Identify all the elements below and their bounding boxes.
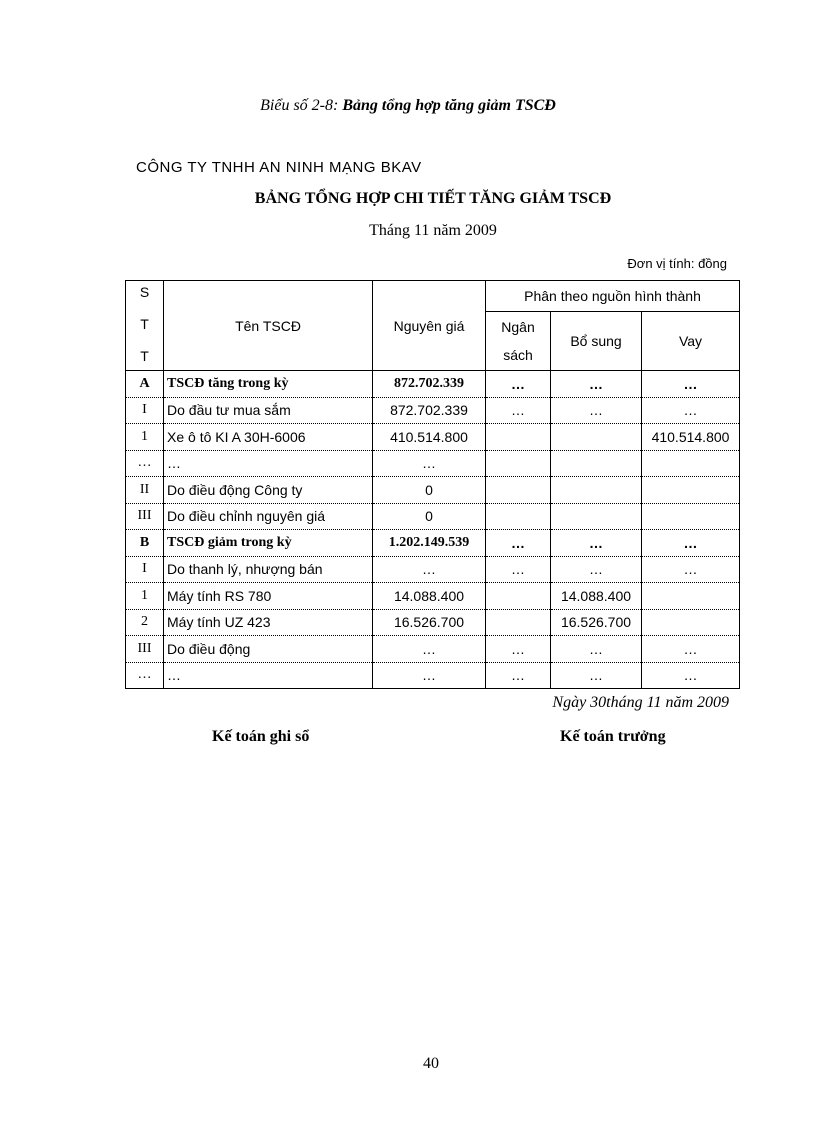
cell-supplement (551, 424, 642, 451)
cell-loan: 410.514.800 (642, 424, 740, 451)
cell-supplement (551, 450, 642, 477)
cell-loan: … (642, 397, 740, 424)
table-row (126, 450, 740, 477)
signature-chief-accountant: Kế toán trưởng (560, 728, 666, 745)
cell-name: Xe ô tô KI A 30H-6006 (164, 424, 373, 451)
report-title: BẢNG TỔNG HỢP CHI TIẾT TĂNG GIẢM TSCĐ (254, 190, 612, 207)
header-name: Tên TSCĐ (164, 281, 373, 371)
cell-stt: 2 (126, 609, 164, 636)
cell-cost: … (373, 556, 486, 583)
cell-loan: … (642, 662, 740, 689)
header-supplement: Bổ sung (551, 312, 642, 371)
table-row (126, 662, 740, 689)
cell-cost: 872.702.339 (373, 397, 486, 424)
document-caption (0, 97, 816, 115)
cell-cost: 0 (373, 503, 486, 530)
cell-budget (486, 450, 551, 477)
cell-name: … (164, 450, 373, 477)
cell-supplement: … (551, 530, 642, 557)
table-header-row (126, 281, 740, 312)
cell-loan (642, 450, 740, 477)
cell-loan: … (642, 371, 740, 398)
cell-stt: III (126, 636, 164, 663)
cell-supplement: … (551, 397, 642, 424)
cell-name: Do điều động (164, 636, 373, 663)
cell-loan: … (642, 556, 740, 583)
header-stt-3: T (140, 348, 149, 364)
header-cost: Nguyên giá (373, 281, 486, 371)
cell-budget (486, 424, 551, 451)
cell-stt: … (126, 662, 164, 689)
cell-supplement: … (551, 371, 642, 398)
cell-name: Máy tính RS 780 (164, 583, 373, 610)
table-row (126, 530, 740, 557)
cell-loan (642, 477, 740, 504)
cell-name: TSCĐ tăng trong kỳ (164, 371, 373, 398)
cell-budget: … (486, 371, 551, 398)
header-loan: Vay (642, 312, 740, 371)
table-row (126, 397, 740, 424)
cell-supplement: … (551, 556, 642, 583)
cell-budget: … (486, 662, 551, 689)
cell-cost: 410.514.800 (373, 424, 486, 451)
cell-supplement (551, 477, 642, 504)
cell-budget: … (486, 530, 551, 557)
caption-prefix: Biểu số 2-8: (260, 97, 339, 114)
cell-stt: … (126, 450, 164, 477)
cell-budget (486, 583, 551, 610)
cell-cost: 14.088.400 (373, 583, 486, 610)
cell-stt: II (126, 477, 164, 504)
cell-loan (642, 503, 740, 530)
currency-unit: Đơn vị tính: đồng (627, 256, 727, 271)
report-period: Tháng 11 năm 2009 (369, 222, 497, 239)
header-budget: Ngân sách (486, 312, 551, 371)
cell-stt: III (126, 503, 164, 530)
asset-summary-table (125, 280, 740, 689)
cell-stt: I (126, 556, 164, 583)
cell-budget (486, 477, 551, 504)
cell-loan: … (642, 636, 740, 663)
header-stt-2: T (140, 316, 149, 332)
header-stt-1: S (139, 284, 150, 300)
cell-cost: 1.202.149.539 (373, 530, 486, 557)
cell-stt: A (126, 371, 164, 398)
cell-budget: … (486, 636, 551, 663)
cell-stt: B (126, 530, 164, 557)
table-body (126, 371, 740, 689)
cell-loan (642, 583, 740, 610)
cell-supplement (551, 503, 642, 530)
cell-name: … (164, 662, 373, 689)
cell-loan: … (642, 530, 740, 557)
cell-cost: … (373, 636, 486, 663)
table-row (126, 609, 740, 636)
table-row (126, 477, 740, 504)
cell-supplement: … (551, 662, 642, 689)
cell-stt: 1 (126, 583, 164, 610)
table-row (126, 503, 740, 530)
cell-stt: I (126, 397, 164, 424)
cell-name: TSCĐ giảm trong kỳ (164, 530, 373, 557)
cell-name: Do điều chỉnh nguyên giá (164, 503, 373, 530)
cell-budget: … (486, 556, 551, 583)
cell-cost: … (373, 662, 486, 689)
table-row (126, 636, 740, 663)
cell-cost: 872.702.339 (373, 371, 486, 398)
cell-name: Do thanh lý, nhượng bán (164, 556, 373, 583)
cell-cost: 0 (373, 477, 486, 504)
table-row (126, 424, 740, 451)
table-row (126, 556, 740, 583)
header-stt (126, 281, 164, 371)
cell-stt: 1 (126, 424, 164, 451)
table-row (126, 583, 740, 610)
caption-title: Bảng tổng hợp tăng giảm TSCĐ (342, 97, 556, 114)
cell-supplement: 14.088.400 (551, 583, 642, 610)
cell-cost: 16.526.700 (373, 609, 486, 636)
cell-supplement: 16.526.700 (551, 609, 642, 636)
cell-budget (486, 609, 551, 636)
cell-budget (486, 503, 551, 530)
table-row (126, 371, 740, 398)
header-source-group: Phân theo nguồn hình thành (486, 281, 740, 312)
report-date: Ngày 30tháng 11 năm 2009 (552, 694, 729, 711)
cell-cost: … (373, 450, 486, 477)
cell-budget: … (486, 397, 551, 424)
cell-name: Máy tính UZ 423 (164, 609, 373, 636)
company-name: CÔNG TY TNHH AN NINH MẠNG BKAV (136, 159, 422, 176)
page-number: 40 (423, 1055, 439, 1072)
cell-supplement: … (551, 636, 642, 663)
cell-name: Do điều động Công ty (164, 477, 373, 504)
signature-bookkeeper: Kế toán ghi sổ (212, 728, 310, 745)
cell-name: Do đầu tư mua sắm (164, 397, 373, 424)
cell-loan (642, 609, 740, 636)
